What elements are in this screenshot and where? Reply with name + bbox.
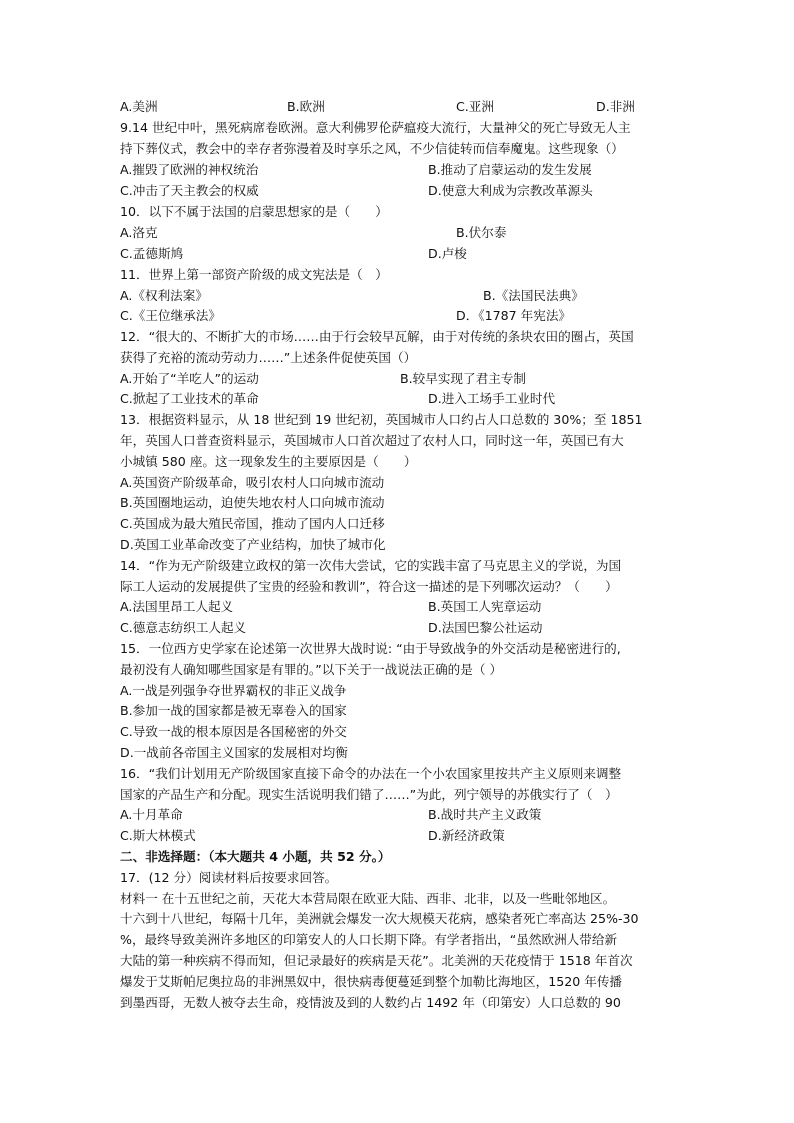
q13-option-b: B.英国圈地运动，迫使失地农村人口向城市流动 [120, 495, 385, 510]
material-line: 爆发于艾斯帕尼奥拉岛的非洲黑奴中，很快病毒便蔓延到整个加勒比海地区，1520 年传播 [120, 974, 623, 989]
q11-option-a: A.《权利法案》 [120, 288, 208, 303]
q12-option-a: A.开始了“羊吃人”的运动 [120, 371, 259, 386]
q15-stem-line-2: 最初没有人确知哪些国家是有罪的。”以下关于一战说法正确的是（ ） [120, 662, 503, 677]
q11-option-b: B.《法国民法典》 [483, 288, 584, 303]
q9-option-c: C.冲击了天主教会的权威 [120, 183, 259, 198]
q8-option-b: B.欧洲 [287, 99, 325, 114]
q10-option-d: D.卢梭 [428, 246, 467, 261]
section-2-heading: 二、非选择题：（本大题共 4 小题，共 52 分。） [120, 849, 391, 864]
q14-option-c: C.德意志纺织工人起义 [120, 620, 247, 635]
q12-option-b: B.较早实现了君主专制 [400, 371, 526, 386]
q14-stem-line-2: 际工人运动的发展提供了宝贵的经验和教训”，符合这一描述的是下列哪次运动？（ ） [120, 579, 618, 594]
q13-option-c: C.英国成为最大殖民帝国，推动了国内人口迁移 [120, 516, 385, 531]
q14-stem-line-1: 14．“作为无产阶级建立政权的第一次伟大尝试，它的实践丰富了马克思主义的学说，为国 [120, 558, 622, 573]
q12-stem-line-2: 获得了充裕的流动劳动力……”上述条件促使英国（） [120, 350, 417, 365]
q12-stem-line-1: 12．“很大的、不断扩大的市场……由于行会较早瓦解，由于对传统的条块农田的圈占，英国 [120, 329, 634, 344]
q13-stem-line-3: 小城镇 580 座。这一现象发生的主要原因是（ ） [120, 454, 417, 469]
material-line: 十六到十八世纪，每隔十几年，美洲就会爆发一次大规模天花病，感染者死亡率高达 25%-30 [120, 911, 639, 926]
material-line: %，最终导致美洲许多地区的印第安人的人口长期下降。有学者指出，“虽然欧洲人带给新 [120, 932, 618, 947]
q10-option-c: C.孟德斯鸠 [120, 246, 184, 261]
q16-option-c: C.斯大林模式 [120, 828, 196, 843]
q14-option-d: D.法国巴黎公社运动 [428, 620, 543, 635]
material-line: 材料一 在十五世纪之前，天花大本营局限在欧亚大陆、西非、北非，以及一些毗邻地区。 [120, 891, 616, 906]
q9-option-d: D.使意大利成为宗教改革源头 [428, 183, 593, 198]
q8-option-d: D.非洲 [596, 99, 635, 114]
q15-stem-line-1: 15．一位西方史学家在论述第一次世界大战时说: “由于导致战争的外交活动是秘密进行的, [120, 641, 621, 656]
q9-stem-line-1: 9.14 世纪中叶，黑死病席卷欧洲。意大利佛罗伦萨瘟疫大流行，大量神父的死亡导致无人主 [120, 120, 631, 135]
q11-stem: 11．世界上第一部资产阶级的成文宪法是（ ） [120, 267, 388, 282]
q8-option-a: A.美洲 [120, 99, 158, 114]
q12-option-d: D.进入工场手工业时代 [428, 391, 556, 406]
q9-stem-line-2: 持下葬仪式，教会中的幸存者弥漫着及时享乐之风，不少信徒转而信奉魔鬼。这些现象（） [120, 141, 624, 156]
q9-option-b: B.推动了启蒙运动的发生发展 [428, 162, 592, 177]
q8-option-c: C.亚洲 [456, 99, 494, 114]
q11-option-c: C.《王位继承法》 [120, 308, 221, 323]
material-line: 大陆的第一种疾病不得而知，但记录最好的疾病是天花”。北美洲的天花疫情于 1518 年首次 [120, 953, 633, 968]
q13-stem-line-2: 年，英国人口普查资料显示，英国城市人口首次超过了农村人口，同时这一年，英国已有大 [120, 433, 624, 448]
q12-option-c: C.掀起了工业技术的革命 [120, 391, 259, 406]
q15-option-b: B.参加一战的国家都是被无辜卷入的国家 [120, 703, 347, 718]
q13-option-a: A.英国资产阶级革命，吸引农村人口向城市流动 [120, 475, 385, 490]
q13-stem-line-1: 13．根据资料显示，从 18 世纪到 19 世纪初，英国城市人口约占人口总数的 30%；至 1851 [120, 412, 643, 427]
q16-stem-line-1: 16．“我们计划用无产阶级国家直接下命令的办法在一个小农国家里按共产主义原则来调整 [120, 766, 622, 781]
q16-option-d: D.新经济政策 [428, 828, 505, 843]
q16-option-a: A.十月革命 [120, 807, 183, 822]
q9-option-a: A.摧毁了欧洲的神权统治 [120, 162, 259, 177]
material-line: 到墨西哥，无数人被夺去生命，疫情波及到的人数约占 1492 年（印第安）人口总数的 90 [120, 995, 621, 1010]
q10-stem: 10．以下不属于法国的启蒙思想家的是（ ） [120, 204, 388, 219]
q10-option-b: B.伏尔泰 [456, 225, 507, 240]
q14-option-b: B.英国工人宪章运动 [428, 599, 542, 614]
q13-option-d: D.英国工业革命改变了产业结构，加快了城市化 [120, 537, 386, 552]
q15-option-a: A.一战是列强争夺世界霸权的非正义战争 [120, 683, 347, 698]
q14-option-a: A.法国里昂工人起义 [120, 599, 234, 614]
q11-option-d: D．《1787 年宪法》 [456, 308, 572, 323]
q16-option-b: B.战时共产主义政策 [428, 807, 542, 822]
q16-stem-line-2: 国家的产品生产和分配。现实生活说明我们错了……”为此，列宁领导的苏俄实行了（ ） [120, 787, 618, 802]
q10-option-a: A.洛克 [120, 225, 158, 240]
q15-option-c: C.导致一战的根本原因是各国秘密的外交 [120, 724, 347, 739]
q15-option-d: D.一战前各帝国主义国家的发展相对均衡 [120, 745, 348, 760]
q17-intro: 17．(12 分）阅读材料后按要求回答。 [120, 870, 338, 885]
